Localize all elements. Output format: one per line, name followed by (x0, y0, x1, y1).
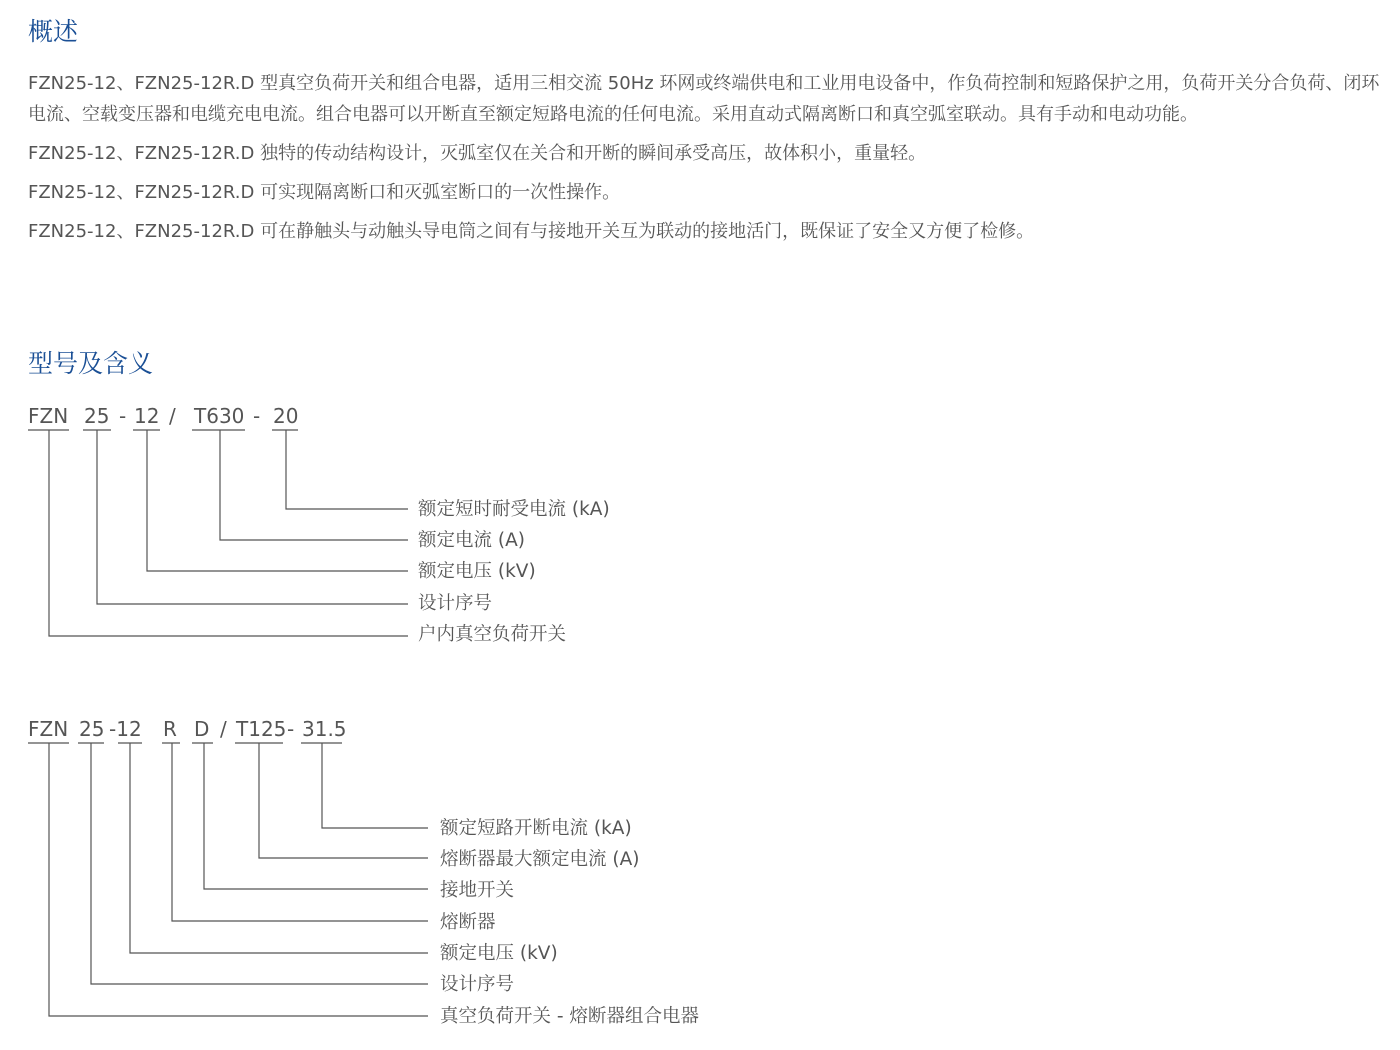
leader-line-12 (147, 430, 408, 571)
code-segment-20: 20 (273, 404, 299, 428)
code-segment-dash: - (287, 717, 295, 741)
code-segment-slash: / (220, 717, 227, 741)
meaning-label: 额定电压 (kV) (440, 943, 558, 964)
meaning-label: 熔断器 (440, 912, 496, 933)
leader-line-fzn (49, 430, 408, 636)
overview-paragraph: FZN25-12、FZN25-12R.D 独特的传动结构设计，灭弧室仅在关合和开断的瞬间承受高压，故体积小，重量轻。 (28, 143, 927, 164)
leader-line-fzn (49, 743, 428, 1016)
code-segment-t630: T630 (194, 404, 245, 428)
code-segment-dash: - (253, 404, 261, 428)
code-segment-12: 12 (134, 404, 160, 428)
model-diagram-1 (0, 395, 1400, 655)
model-meaning-title: 型号及含义 (28, 349, 154, 378)
model-diagram-2 (0, 708, 1400, 1043)
leader-line-20 (286, 430, 408, 509)
leader-line-t125 (259, 743, 428, 858)
code-segment-d: D (194, 717, 210, 741)
code-segment-25: 25 (84, 404, 110, 428)
overview-paragraph: FZN25-12、FZN25-12R.D 型真空负荷开关和组合电器，适用三相交流 50Hz 环网或终端供电和工业用电设备中，作负荷控制和短路保护之用，负荷开关分合负荷、闭环电流、空载变压器和电缆充电电流。组合电器可以开断直至额定短路电流的任何电流。采用直动式隔离断口和真空弧室联动。具有手动和电动功能。 (28, 73, 1380, 125)
meaning-label: 额定电流 (A) (418, 530, 525, 551)
overview-paragraph: FZN25-12、FZN25-12R.D 可在静触头与动触头导电筒之间有与接地开关互为联动的接地活门，既保证了安全又方便了检修。 (28, 221, 1035, 242)
meaning-label: 设计序号 (418, 593, 493, 614)
code-segment-slash: / (169, 404, 176, 428)
meaning-label: 接地开关 (440, 880, 515, 901)
meaning-label: 熔断器最大额定电流 (A) (440, 849, 640, 870)
overview-text (28, 68, 1382, 255)
meaning-label: 额定短路开断电流 (kA) (440, 818, 632, 839)
code-segment-12: -12 (109, 717, 142, 741)
leader-line-d (204, 743, 428, 889)
leader-line-31-5 (322, 743, 428, 828)
code-segment-25: 25 (79, 717, 105, 741)
leader-line-r (172, 743, 428, 921)
code-segment-31-5: 31.5 (302, 717, 347, 741)
code-segment-fzn: FZN (28, 717, 69, 741)
meaning-label: 真空负荷开关 - 熔断器组合电器 (440, 1006, 699, 1027)
meaning-label: 额定短时耐受电流 (kA) (418, 499, 610, 520)
leader-line-t630 (220, 430, 408, 540)
code-segment-t125: T125 (236, 717, 287, 741)
overview-paragraph: FZN25-12、FZN25-12R.D 可实现隔离断口和灭弧室断口的一次性操作。 (28, 182, 621, 203)
leader-line-25 (97, 430, 408, 604)
code-segment-fzn: FZN (28, 404, 69, 428)
code-segment-dash: - (119, 404, 127, 428)
overview-title: 概述 (28, 17, 79, 46)
meaning-label: 户内真空负荷开关 (418, 624, 567, 645)
meaning-label: 设计序号 (440, 974, 515, 995)
code-segment-r: R (163, 717, 177, 741)
meaning-label: 额定电压 (kV) (418, 561, 536, 582)
